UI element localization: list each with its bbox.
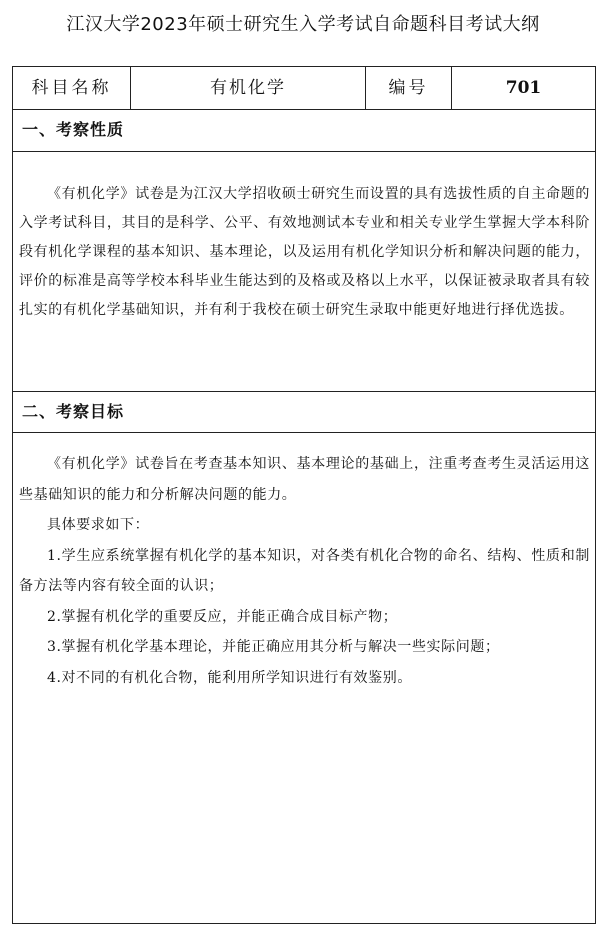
nature-paragraph: 《有机化学》试卷是为江汉大学招收硕士研究生而设置的具有选拔性质的自主命题的入学考试科目，其目的是科学、公平、有效地测试本专业和相关专业学生掌握大学本科阶段有机化学课程的基本知识、基本理论，以及运用有机化学知识分析和解决问题的能力，评价的标准是高等学校本科毕业生能达到的及格或及格以上水平，以保证被录取者具有较扎实的有机化学基础知识，并有利于我校在硕士研究生录取中能更好地进行择优选拔。 (19, 186, 590, 318)
code-label: 编号 (366, 67, 452, 109)
objectives-intro: 《有机化学》试卷旨在考查基本知识、基本理论的基础上，注重考查考生灵活运用这些基础知识的能力和分析解决问题的能力。 (19, 456, 590, 503)
header-row (13, 67, 595, 110)
document-title: 江汉大学2023年硕士研究生入学考试自命题科目考试大纲 (66, 14, 540, 35)
requirement-item: 3.掌握有机化学基本理论，并能正确应用其分析与解决一些实际问题； (47, 639, 500, 655)
section-body-nature (19, 180, 590, 325)
requirement-item: 4.对不同的有机化合物，能利用所学知识进行有效鉴别。 (47, 669, 412, 686)
subject-name-label: 科目名称 (13, 67, 131, 109)
requirement-item: 2.掌握有机化学的重要反应，并能正确合成目标产物； (47, 608, 398, 625)
section-heading-nature: 一、考察性质 (13, 110, 595, 152)
section-heading-objectives: 二、考察目标 (13, 391, 595, 433)
section-body-objectives (19, 449, 590, 693)
requirements-lead: 具体要求如下： (47, 517, 150, 533)
subject-name-value: 有机化学 (131, 67, 366, 109)
syllabus-table (12, 66, 596, 924)
code-value: 701 (505, 78, 542, 98)
requirement-item: 1.学生应系统掌握有机化学的基本知识，对各类有机化合物的命名、结构、性质和制备方法等内容有较全面的认识； (19, 547, 590, 594)
